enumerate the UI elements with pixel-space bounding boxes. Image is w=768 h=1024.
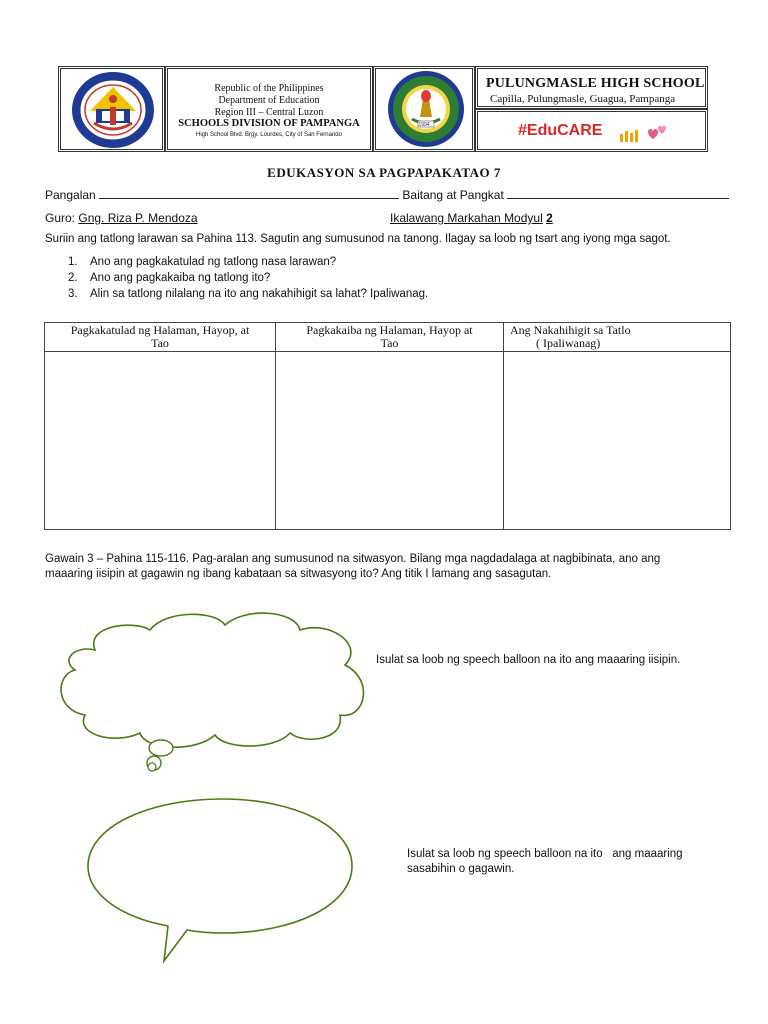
- balloon2-instruction-line2: sasabihin o gagawin.: [407, 863, 515, 875]
- question-text: Ano ang pagkakatulad ng tatlong nasa larawan?: [90, 256, 337, 268]
- question-item: [68, 254, 428, 270]
- school-name: PULUNGMASLE HIGH SCHOOL: [486, 76, 705, 91]
- name-label: Pangalan: [45, 188, 96, 202]
- table-answer-row: [45, 352, 731, 530]
- question-number: 1.: [68, 256, 78, 268]
- answer-cell-similarity[interactable]: [45, 352, 276, 530]
- question-text: Ano ang pagkakaiba ng tatlong ito?: [90, 272, 271, 284]
- agency-line-2: Department of Education: [218, 95, 320, 106]
- table-header-cell: [504, 323, 731, 352]
- thought-balloon[interactable]: [55, 605, 375, 775]
- agency-line-1: Republic of the Philippines: [214, 83, 324, 94]
- thought-bubble-large: [149, 740, 173, 756]
- teacher-row: [45, 211, 198, 225]
- header-box-school-seal: [373, 66, 475, 152]
- educare-hashtag: #EduCARE: [518, 122, 603, 139]
- header-box-educare: [475, 109, 708, 152]
- question-number: 3.: [68, 288, 78, 300]
- quarter-label: Ikalawang Markahan Modyul: [390, 211, 543, 225]
- table-header-row: [45, 323, 731, 352]
- instruction-text: Suriin ang tatlong larawan sa Pahina 113. Sagutin ang sumusunod na tanong. Ilagay sa loob ng tsart ang iyong mga sagot.: [45, 233, 671, 245]
- thought-bubble-small: [148, 763, 156, 771]
- grade-label: Baitang at Pangkat: [402, 188, 504, 202]
- gawain-text-line1: Gawain 3 – Pahina 115-116. Pag-aralan ang sumusunod na sitwasyon. Bilang mga nagdadalaga at nagbibinata, ano ang: [45, 553, 661, 565]
- grade-blank-line[interactable]: [507, 187, 729, 199]
- school-seal-logo: [382, 69, 470, 149]
- deped-seal-logo: [70, 71, 156, 149]
- thought-cloud-shape: [61, 613, 363, 747]
- page-title: EDUKASYON SA PAGPAPAKATAO 7: [267, 165, 501, 180]
- quarter-row: [390, 211, 553, 225]
- balloon1-instruction: Isulat sa loob ng speech balloon na ito ang maaaring iisipin.: [376, 654, 681, 666]
- col2-header-line2: Tao: [380, 336, 399, 350]
- answer-cell-difference[interactable]: [276, 352, 504, 530]
- name-field-row: [45, 187, 729, 202]
- agency-line-5: High School Blvd. Brgy. Lourdes, City of San Fernando: [196, 132, 342, 138]
- quarter-number: 2: [546, 211, 553, 225]
- question-number: 2.: [68, 272, 78, 284]
- school-seal-year: 1994: [418, 122, 430, 128]
- school-address: Capilla, Pulungmasle, Guagua, Pampanga: [490, 93, 676, 105]
- teacher-label: Guro:: [45, 211, 76, 225]
- question-text: Alin sa tatlong nilalang na ito ang nakahihigit sa lahat? Ipaliwanag.: [90, 288, 429, 300]
- questions-list: [68, 254, 428, 302]
- question-item: [68, 270, 428, 286]
- balloon2-instruction-line1: Isulat sa loob ng speech balloon na ito ang maaaring: [407, 848, 683, 860]
- col1-header-line1: Pagkakatulad ng Halaman, Hayop, at: [70, 323, 250, 337]
- gawain-text-line2: maaaring iisipin at gagawin ng ibang kabataan sa sitwasyong ito? Ang titik I lamang ang sasagutan.: [45, 568, 552, 580]
- speech-balloon-shape: [88, 799, 352, 961]
- header-box-school-name: [475, 66, 708, 109]
- table-header-cell: [276, 323, 504, 352]
- col3-header-line2: ( Ipaliwanag): [536, 336, 601, 350]
- question-item: [68, 286, 428, 302]
- educare-hearts-icon: [618, 122, 672, 144]
- answer-chart-table: [44, 322, 731, 530]
- speech-balloon[interactable]: [80, 793, 365, 968]
- name-blank-line[interactable]: [99, 187, 399, 199]
- agency-line-3: Region III – Central Luzon: [214, 107, 324, 118]
- col1-header-line2: Tao: [151, 336, 169, 350]
- header-box-deped-seal: [58, 66, 165, 152]
- teacher-name: Gng. Riza P. Mendoza: [78, 211, 198, 225]
- answer-cell-superior[interactable]: [504, 352, 731, 530]
- col3-header-line1: Ang Nakahihigit sa Tatlo: [510, 323, 631, 337]
- agency-line-4: SCHOOLS DIVISION OF PAMPANGA: [178, 118, 360, 129]
- header-box-agency: [165, 66, 373, 152]
- col2-header-line1: Pagkakaiba ng Halaman, Hayop at: [306, 323, 473, 337]
- table-header-cell: [45, 323, 276, 352]
